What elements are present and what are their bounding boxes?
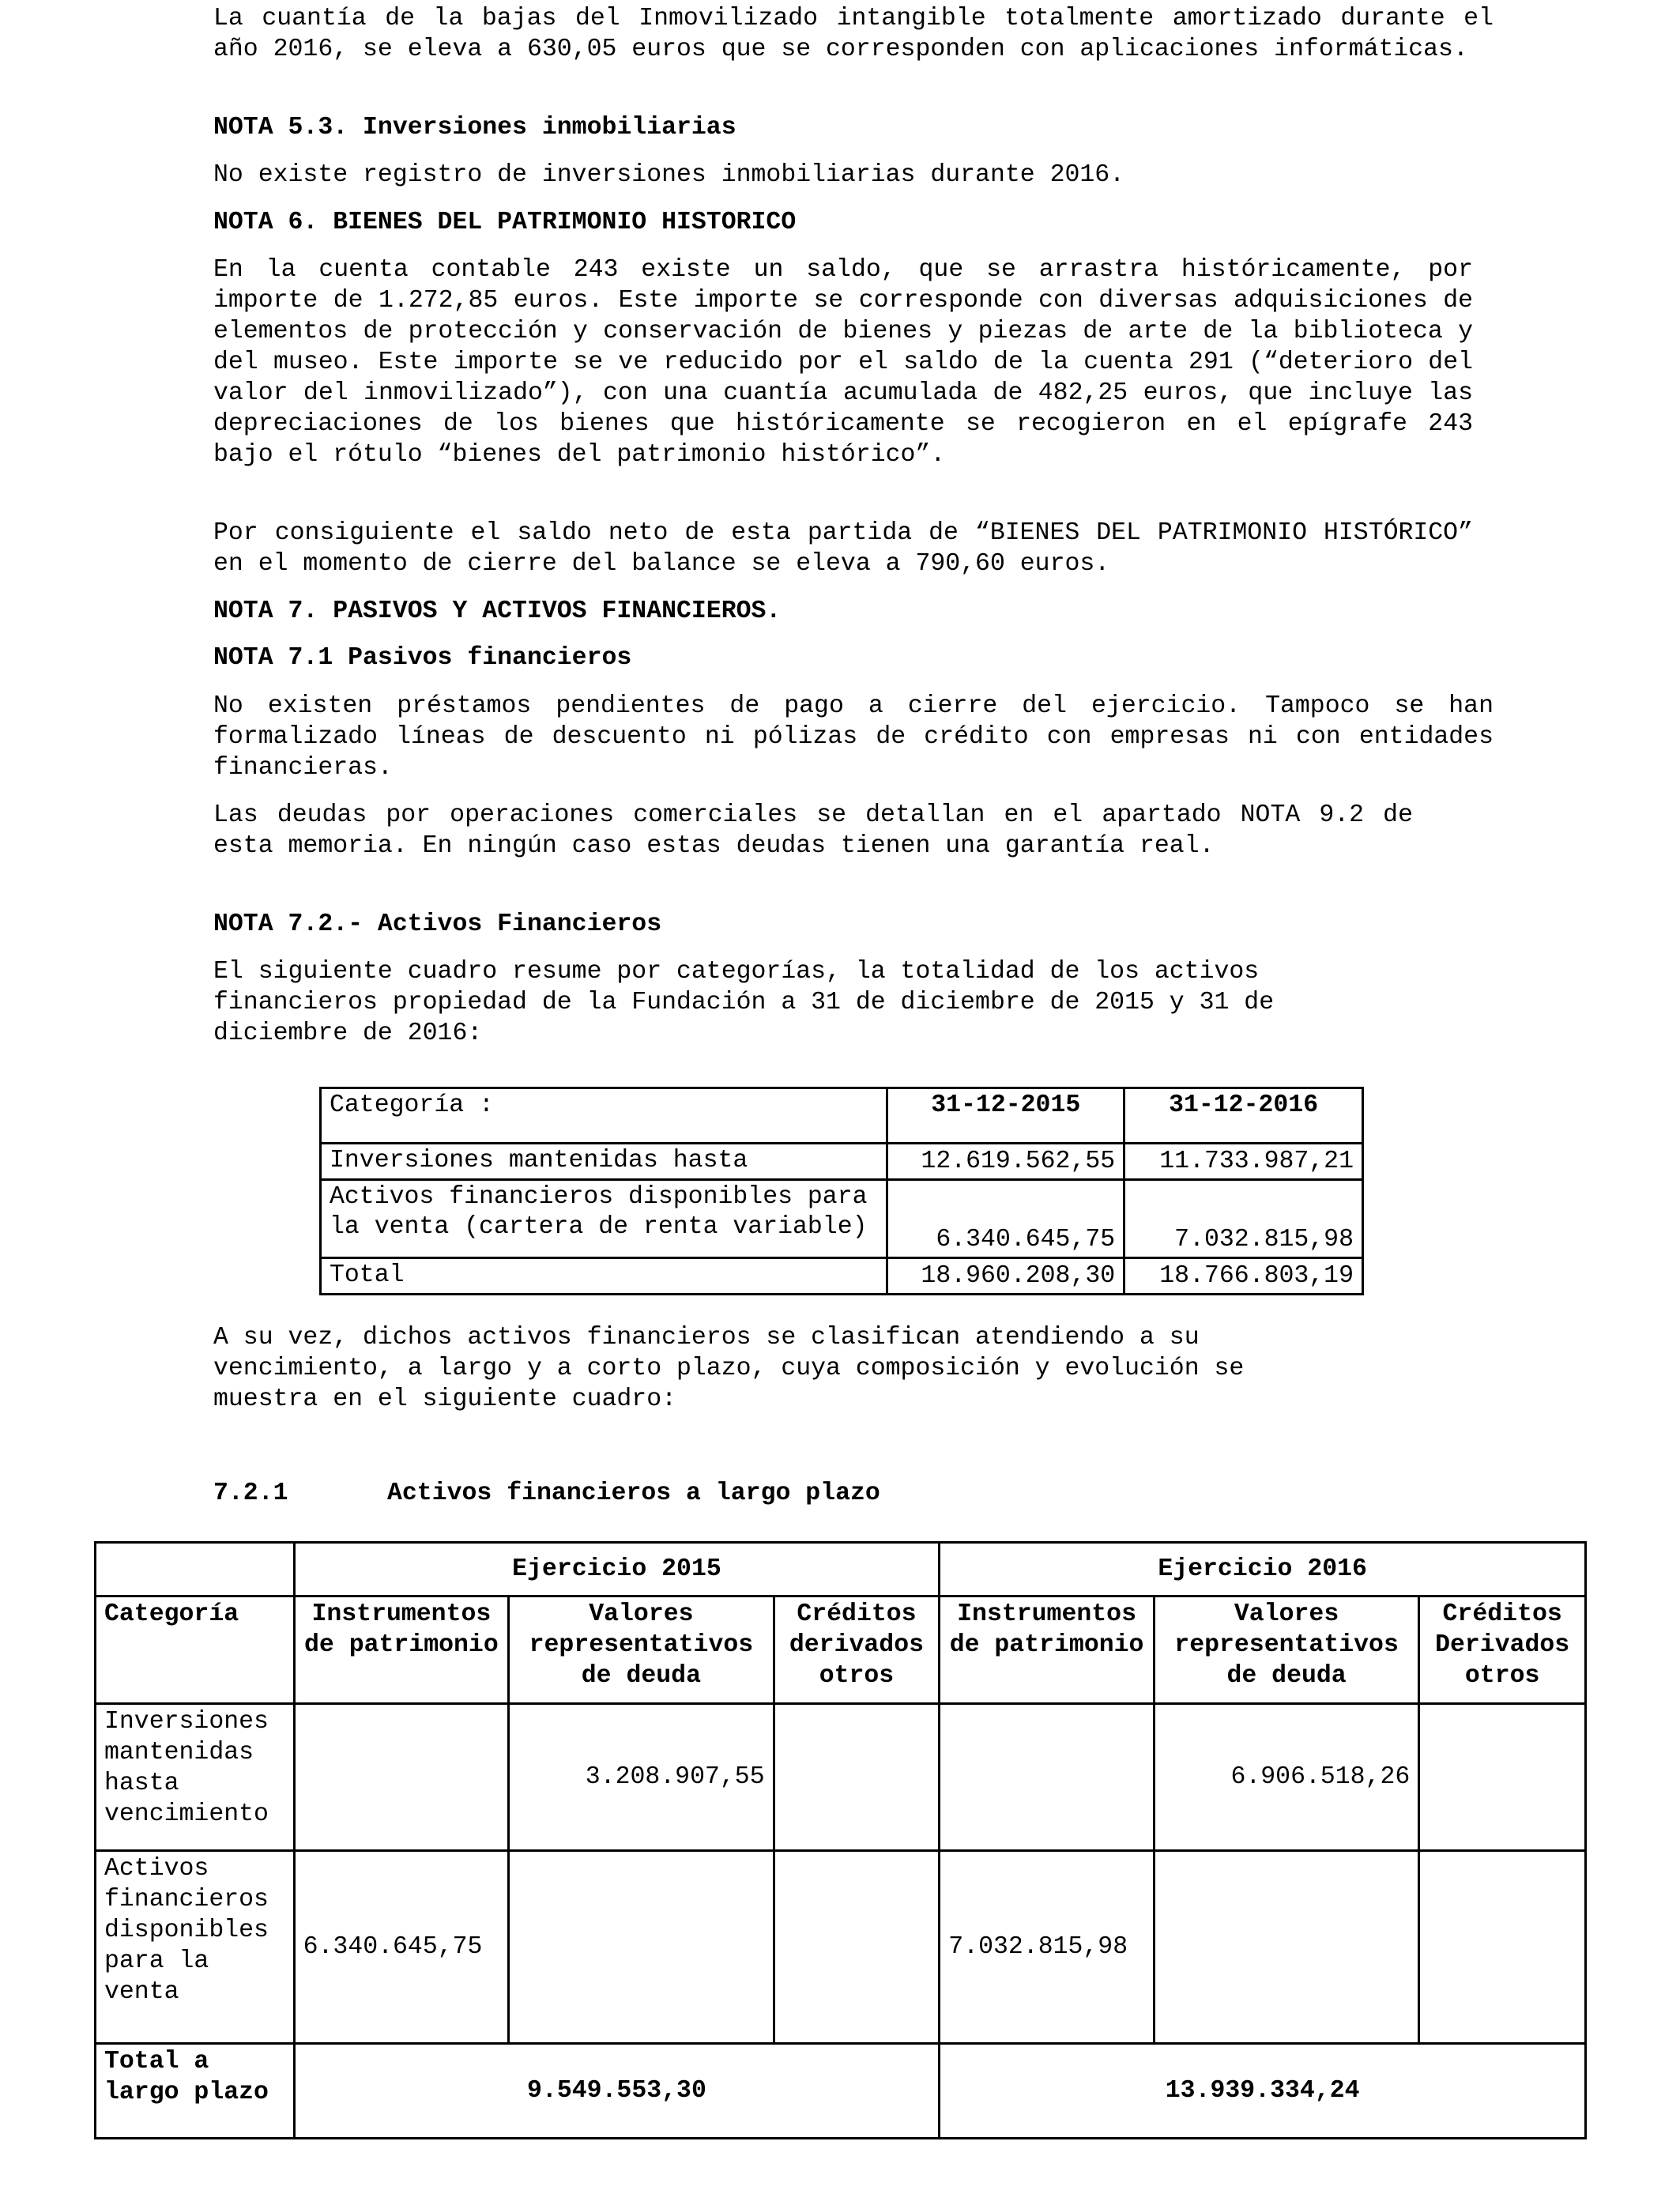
heading-7-2-1: [213, 1478, 880, 1509]
paragraph-inversiones-inmobiliarias: No existe registro de inversiones inmobiliarias durante 2016.: [213, 161, 1125, 189]
long-term-assets-table: [94, 1541, 1587, 2139]
empty-corner: [96, 1543, 295, 1596]
total-2015: 18.960.208,30: [887, 1258, 1124, 1295]
total-2016: 13.939.334,24: [940, 2044, 1586, 2139]
row-value-2016: 11.733.987,21: [1124, 1144, 1363, 1180]
paragraph-deudas-comerciales: Las deudas por operaciones comerciales se detallan en el apartado NOTA 9.2 de esta memoria. En ningún caso estas deudas tienen una garantía real.: [213, 801, 1413, 860]
heading-nota-7-1: NOTA 7.1 Pasivos financieros: [213, 644, 632, 672]
row-label: [321, 1180, 887, 1258]
header-instrumentos-2016: Instrumentos de patrimonio: [940, 1596, 1155, 1704]
summary-table: [319, 1087, 1364, 1295]
cell: [294, 1704, 509, 1851]
row-label-text: Activos financieros disponibles para la venta (cartera de renta variable): [330, 1183, 868, 1241]
table-header-row: [321, 1088, 1363, 1144]
header-categoria: Categoría: [96, 1596, 295, 1704]
cell: 3.208.907,55: [509, 1704, 774, 1851]
header-valores-2015: Valores representativos de deuda: [509, 1596, 774, 1704]
header-2016: 31-12-2016: [1124, 1088, 1363, 1144]
cell: 6.906.518,26: [1154, 1704, 1418, 1851]
header-valores-2016: Valores representativos de deuda: [1154, 1596, 1418, 1704]
paragraph-vencimiento: A su vez, dichos activos financieros se clasifican atendiendo a su vencimiento, a largo y a corto plazo, cuya composición y evolución se muestra en el siguiente cuadro:: [213, 1324, 1245, 1413]
total-2016: 18.766.803,19: [1124, 1258, 1363, 1295]
heading-nota-7: NOTA 7. PASIVOS Y ACTIVOS FINANCIEROS.: [213, 598, 782, 625]
table-total-row: [321, 1258, 1363, 1295]
header-ejercicio-2015: Ejercicio 2015: [294, 1543, 940, 1596]
cell: [509, 1851, 774, 2044]
header-instrumentos-2015: Instrumentos de patrimonio: [294, 1596, 509, 1704]
paragraph-cuadro-resumen: El siguiente cuadro resume por categorías, la totalidad de los activos financieros propiedad de la Fundación a 31 de diciembre de 2015 y 31 de diciembre de 2016:: [213, 958, 1275, 1047]
row-label: Inversiones mantenidas hasta vencimiento: [96, 1704, 295, 1851]
total-label: Total a largo plazo: [96, 2044, 295, 2139]
cell: [774, 1851, 940, 2044]
row-value-2016: 7.032.815,98: [1124, 1180, 1363, 1258]
table-row: [321, 1144, 1363, 1180]
paragraph-prestamos: No existen préstamos pendientes de pago a cierre del ejercicio. Tampoco se han formalizado líneas de descuento ni pólizas de crédito con empresas ni con entidades financieras.: [213, 692, 1494, 782]
header-creditos-2015: Créditos derivados otros: [774, 1596, 940, 1704]
heading-nota-7-2: NOTA 7.2.- Activos Financieros: [213, 910, 662, 938]
header-categoria: Categoría :: [321, 1088, 887, 1144]
header-creditos-2016: Créditos Derivados otros: [1419, 1596, 1586, 1704]
cell: 6.340.645,75: [294, 1851, 509, 2044]
year-header-row: [96, 1543, 1586, 1596]
paragraph-cuenta-243: En la cuenta contable 243 existe un saldo, que se arrastra históricamente, por importe de 1.272,85 euros. Este importe se corresponde con diversas adquisiciones de elementos de protección y conservación de bienes y piezas de arte de la biblioteca y del museo. Este importe se ve reducido por el saldo de la cuenta 291 (“deterioro del valor del inmovilizado”), con una cuantía acumulada de 482,25 euros, que incluye las depreciaciones de los bienes que históricamente se recogieron en el epígrafe 243 bajo el rótulo “bienes del patrimonio histórico”.: [213, 256, 1473, 469]
section-title: Activos financieros a largo plazo: [387, 1480, 880, 1507]
table-row: [321, 1180, 1363, 1258]
cell: 7.032.815,98: [940, 1851, 1155, 2044]
row-value-2015: 12.619.562,55: [887, 1144, 1124, 1180]
table-row: [96, 1704, 1586, 1851]
row-label: Inversiones mantenidas hasta: [321, 1144, 887, 1180]
total-label: Total: [321, 1258, 887, 1295]
table-total-row: [96, 2044, 1586, 2139]
row-label: Activos financieros disponibles para la venta: [96, 1851, 295, 2044]
cell: [1154, 1851, 1418, 2044]
heading-nota-5-3: NOTA 5.3. Inversiones inmobiliarias: [213, 114, 736, 141]
total-2015: 9.549.553,30: [294, 2044, 940, 2139]
header-ejercicio-2016: Ejercicio 2016: [940, 1543, 1586, 1596]
cell: [940, 1704, 1155, 1851]
paragraph-saldo-neto: Por consiguiente el saldo neto de esta partida de “BIENES DEL PATRIMONIO HISTÓRICO” en el momento de cierre del balance se eleva a 790,60 euros.: [213, 519, 1473, 578]
row-value-2015: 6.340.645,75: [887, 1180, 1124, 1258]
column-header-row: [96, 1596, 1586, 1704]
cell: [1419, 1851, 1586, 2044]
cell: [1419, 1704, 1586, 1851]
paragraph-bajas-inmovilizado: La cuantía de la bajas del Inmovilizado intangible totalmente amortizado durante el año 2016, se eleva a 630,05 euros que se corresponden con aplicaciones informáticas.: [213, 5, 1494, 63]
table-row: [96, 1851, 1586, 2044]
cell: [774, 1704, 940, 1851]
heading-nota-6: NOTA 6. BIENES DEL PATRIMONIO HISTORICO: [213, 209, 797, 236]
header-2015: 31-12-2015: [887, 1088, 1124, 1144]
section-number: 7.2.1: [213, 1480, 288, 1507]
